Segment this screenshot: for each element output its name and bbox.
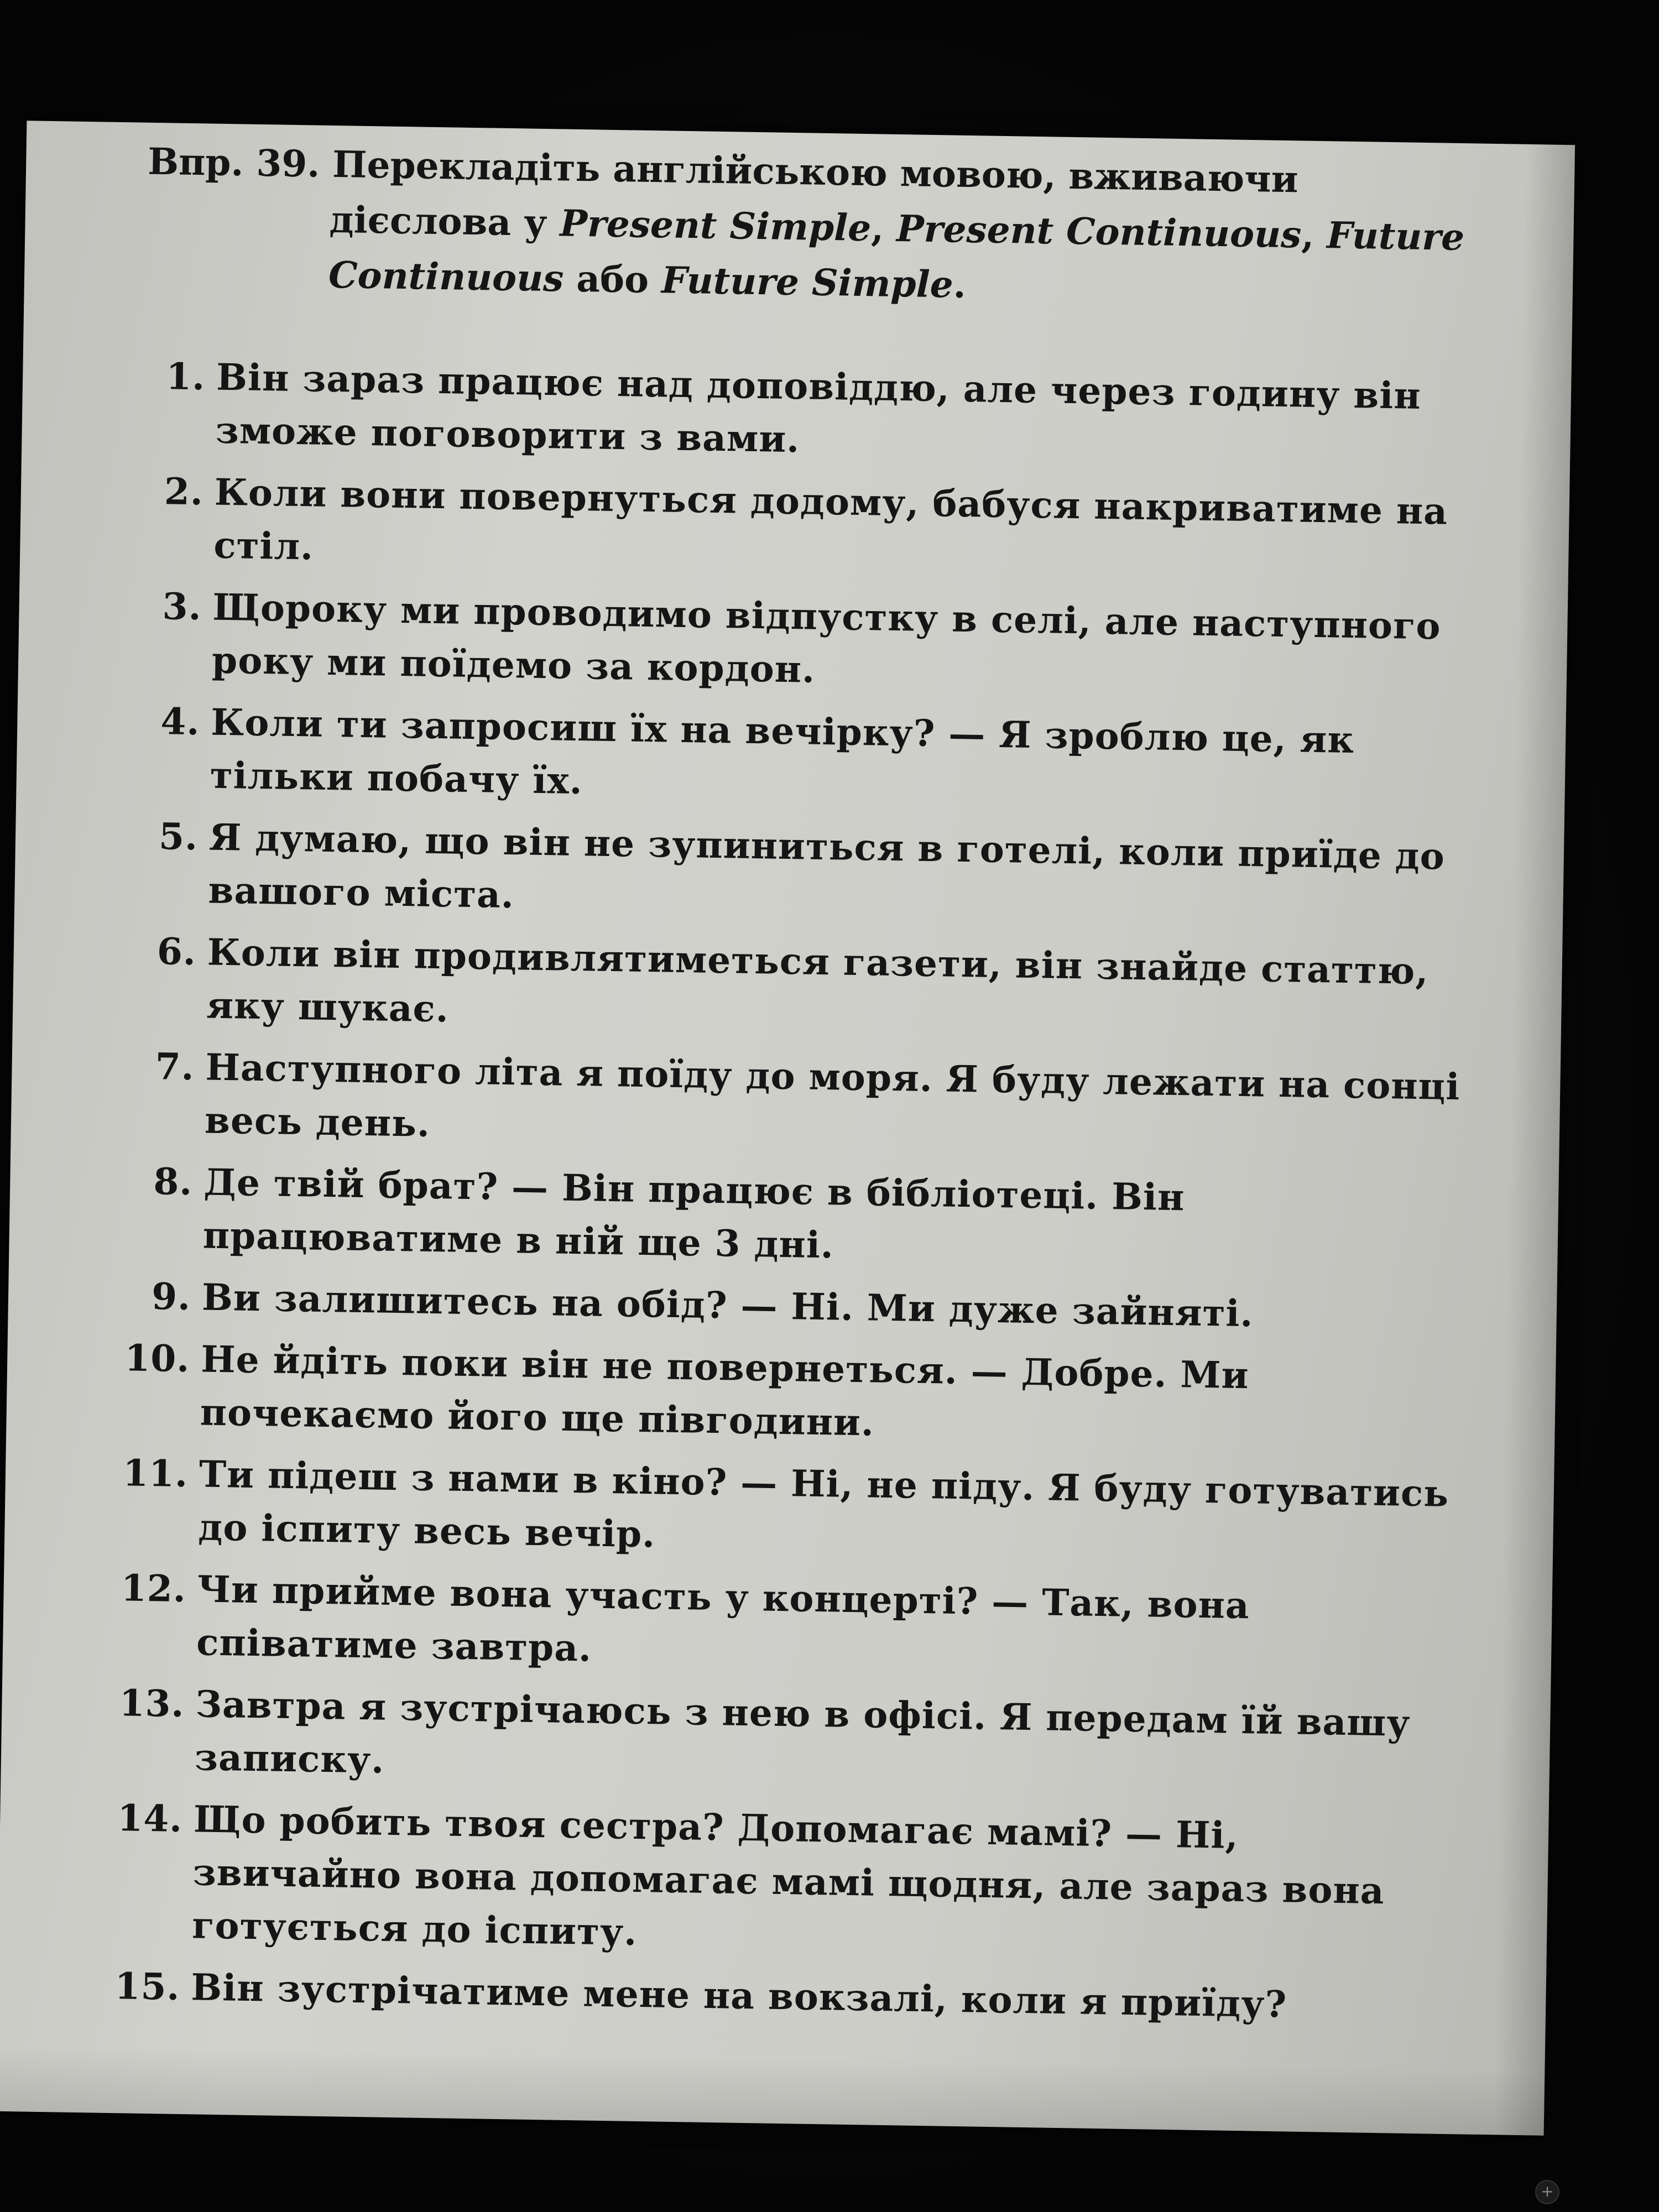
item-number: 4. (160, 700, 201, 744)
item-text: Де твій брат? — Він працює в бібліотеці. Він працюватиме в ній ще 3 дні. (202, 1160, 1185, 1267)
list-item (129, 1269, 1457, 1343)
sentence-list (114, 349, 1472, 2033)
item-number: 7. (155, 1045, 195, 1089)
item-number: 3. (162, 585, 202, 629)
item-text: Що робить твоя сестра? Допомагає мамі? — Ні, звичайно вона допомагає мамі щодня, але зараз вона готується до іспиту. (191, 1797, 1385, 1954)
book-page (0, 121, 1575, 2136)
item-number: 5. (158, 815, 199, 859)
item-text: Завтра я зустрічаюсь з нею в офісі. Я передам їй вашу записку. (194, 1682, 1411, 1782)
item-number: 6. (156, 930, 197, 974)
item-number: 9. (151, 1275, 191, 1319)
item-text: Коли вони повернуться додому, бабуся накриватиме на стіл. (213, 470, 1448, 568)
zoom-plus-icon[interactable]: + (1535, 2180, 1559, 2204)
list-item (119, 1791, 1449, 1971)
connector-word: або (576, 257, 649, 301)
item-text: Він зустрічатиме мене на вокзалі, коли я приїду? (190, 1965, 1287, 2026)
list-item (138, 695, 1467, 822)
item-text: Не йдіть поки він не повернеться. — Добре. Ми почекаємо його ще півгодини. (200, 1337, 1250, 1444)
item-text: Чи прийме вона участь у концерті? — Так, вона співатиме завтра. (196, 1567, 1250, 1670)
item-number: 14. (117, 1796, 183, 1841)
item-text: Коли він продивлятиметься газети, він знайде статтю, яку шукає. (206, 930, 1430, 1031)
punctuation: . (953, 263, 967, 306)
exercise-label: Впр. 39. (147, 139, 320, 186)
page-content (114, 134, 1475, 2042)
item-number: 13. (119, 1681, 185, 1726)
list-item (139, 580, 1468, 707)
item-number: 11. (122, 1451, 189, 1496)
tense-present-continuous: Present Continuous (896, 206, 1302, 257)
item-number: 10. (124, 1336, 190, 1381)
list-item (121, 1561, 1453, 1688)
list-item (134, 925, 1463, 1052)
punctuation: , (1301, 213, 1314, 257)
exercise-header (145, 134, 1475, 321)
item-text: Ти підеш з нами в кіно? — Ні, не піду. Я буду готуватись до іспиту весь вечір. (197, 1452, 1449, 1556)
list-item (119, 1676, 1451, 1803)
item-number: 2. (164, 469, 204, 514)
tense-future-continuous: Future Continuous (328, 213, 1465, 300)
list-item (132, 1039, 1461, 1166)
list-item (131, 1154, 1459, 1281)
item-text: Я думаю, що він не зупиниться в готелі, коли приїде до вашого міста. (208, 815, 1446, 917)
list-item (142, 465, 1470, 592)
item-number: 8. (153, 1160, 193, 1204)
tense-present-simple: Present Simple (559, 201, 872, 250)
item-text: Ви залишитесь на обід? — Ні. Ми дуже зайняті. (201, 1275, 1254, 1335)
item-text: Щороку ми проводимо відпустку в селі, але наступного року ми поїдемо за кордон. (211, 585, 1442, 691)
list-item (143, 349, 1472, 477)
item-number: 12. (121, 1566, 187, 1611)
tense-future-simple: Future Simple (661, 258, 954, 306)
list-item (136, 810, 1465, 937)
item-number: 1. (165, 354, 206, 399)
item-number: 15. (114, 1964, 181, 2008)
item-text: Наступного літа я поїду до моря. Я буду лежати на сонці весь день. (204, 1045, 1461, 1145)
item-text: Коли ти запросиш їх на вечірку? — Я зроблю це, як тільки побачу їх. (210, 700, 1355, 803)
list-item (124, 1331, 1457, 1458)
instruction-text: Перекладіть англійською мовою, вживаючи дієслова у (329, 142, 1299, 245)
exercise-instruction (145, 134, 1475, 321)
item-text: Він зараз працює над доповіддю, але через годину він зможе поговорити з вами. (215, 355, 1422, 461)
list-item (114, 1959, 1447, 2033)
list-item (122, 1446, 1455, 1573)
punctuation: , (870, 206, 884, 250)
